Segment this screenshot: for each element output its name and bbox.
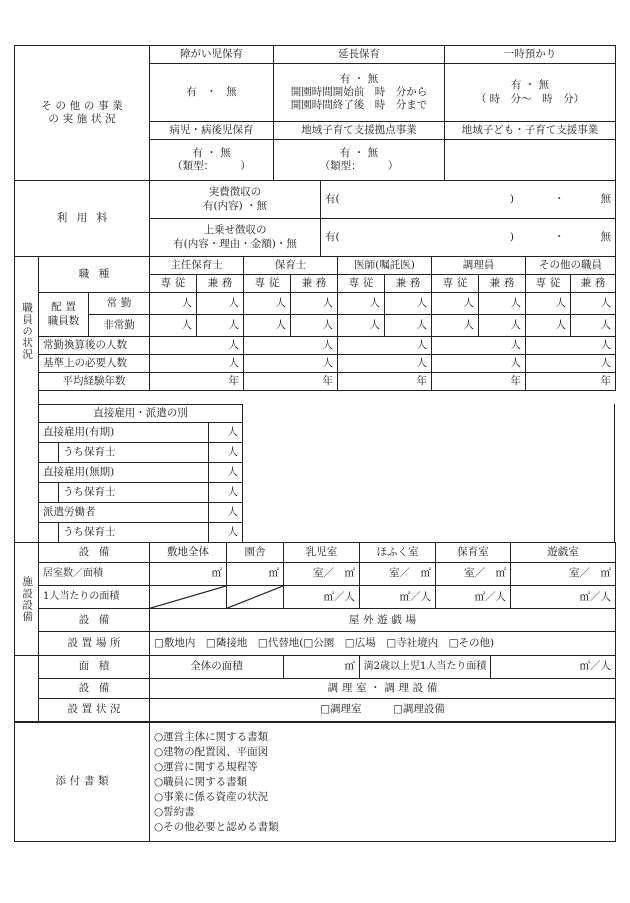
count-cell[interactable]: 人 <box>526 293 571 315</box>
non-regular-label: 非常勤 <box>89 315 150 337</box>
equipment-label: 設備 <box>39 543 150 563</box>
count-cell[interactable]: 人 <box>571 315 616 337</box>
count-cell[interactable]: 人 <box>209 463 243 483</box>
na-cell <box>227 586 284 609</box>
job-doctor: 医師(嘱託医) <box>338 257 432 275</box>
count-cell[interactable]: 人 <box>385 293 432 315</box>
spacer <box>39 391 616 405</box>
attachment-item[interactable]: ○建物の配置図、平面図 <box>154 745 269 758</box>
indent <box>39 523 59 543</box>
count-cell[interactable]: 人 <box>338 315 385 337</box>
attachment-item[interactable]: ○誓約書 <box>154 805 195 818</box>
attachments-list <box>150 723 616 842</box>
count-cell[interactable]: 人 <box>385 315 432 337</box>
employment-table <box>14 404 243 543</box>
part-duty-header: 兼務 <box>571 275 616 293</box>
community-support-label: 地域子ども・子育て支援事業 <box>445 122 616 140</box>
community-support-value[interactable] <box>445 140 616 181</box>
part-duty-header: 兼務 <box>385 275 432 293</box>
count-cell[interactable]: 人 <box>291 293 338 315</box>
count-cell[interactable]: 人 <box>244 293 291 315</box>
per-person-cell[interactable]: ㎡／人 <box>284 586 360 609</box>
col-crawling-room: ほふく室 <box>360 543 436 563</box>
equipment-label: 設備 <box>39 678 150 698</box>
sick-care-label: 病児・病後児保育 <box>150 122 274 140</box>
local-support-label: 地域子育て支援拠点事業 <box>274 122 445 140</box>
converted-count-label: 常勤換算後の人数 <box>39 337 150 355</box>
temporary-care-label: 一時預かり <box>445 46 616 64</box>
count-cell[interactable]: 人 <box>571 293 616 315</box>
employment-title: 直接雇用・派遣の別 <box>39 405 243 423</box>
count-cell[interactable]: 人 <box>432 355 526 373</box>
job-type-label: 職種 <box>39 257 150 293</box>
count-cell[interactable]: 人 <box>526 315 571 337</box>
disabled-care-value[interactable]: 有 ・ 無 <box>150 64 274 122</box>
area-cell[interactable]: ㎡ <box>227 562 284 585</box>
staff-right-border <box>614 404 615 542</box>
placement-label: 配置 職員数 <box>39 293 89 337</box>
job-chief-nurse: 主任保育士 <box>150 257 244 275</box>
kitchen-label: 調理室・調理設備 <box>150 678 616 698</box>
direct-indefinite-label: 直接雇用(無期) <box>39 463 209 483</box>
location-label: 設置場所 <box>39 632 150 655</box>
full-time-header: 専従 <box>244 275 291 293</box>
attachment-item[interactable]: ○運営主体に関する書類 <box>154 730 269 743</box>
count-cell[interactable]: 人 <box>526 337 616 355</box>
na-cell <box>150 586 227 609</box>
job-other: その他の職員 <box>526 257 616 275</box>
part-duty-header: 兼務 <box>291 275 338 293</box>
equipment-label: 設備 <box>39 609 150 632</box>
outdoor-play-label: 屋外遊戯場 <box>150 609 616 632</box>
count-cell[interactable]: 人 <box>197 293 244 315</box>
kitchen-options[interactable]: □調理室 □調理設備 <box>150 698 616 721</box>
attachment-item[interactable]: ○事業に係る資産の状況 <box>154 790 269 803</box>
years-cell[interactable]: 年 <box>526 373 616 391</box>
col-play-room: 遊戯室 <box>511 543 616 563</box>
staff-heading: 職員の状況 <box>15 257 39 405</box>
temporary-care-cell[interactable] <box>445 64 616 122</box>
location-options[interactable]: □敷地内 □隣接地 □代替地(□公園 □広場 □寺社境内 □その他) <box>150 632 616 655</box>
other-business-heading: その他の事業 の実施状況 <box>15 46 150 181</box>
indent <box>39 443 59 463</box>
job-cook: 調理員 <box>432 257 526 275</box>
local-support-cell[interactable] <box>274 140 445 181</box>
sick-care-type: （類型： ） <box>172 160 251 172</box>
over2-area-label: 満2歳以上児1人当たり面積 <box>360 655 491 678</box>
count-cell[interactable]: 人 <box>209 483 243 503</box>
rooms-area-cell[interactable]: 室／ ㎡ <box>284 562 360 585</box>
attachments-heading: 添付書類 <box>15 723 150 842</box>
attachment-item[interactable]: ○その他必要と認める書類 <box>154 820 279 833</box>
count-cell[interactable]: 人 <box>432 315 479 337</box>
diagonal-slash <box>227 586 283 608</box>
temporary-care-value: 有 ・ 無 <box>510 79 550 92</box>
actual-fee-label: 実費徴収の 有(内容) ・無 <box>150 181 321 219</box>
diagonal-slash <box>150 586 226 608</box>
avg-experience-label: 平均経験年数 <box>39 373 150 391</box>
of-which-nurse-label: うち保育士 <box>59 483 209 503</box>
count-cell[interactable]: 人 <box>338 337 432 355</box>
staff-heading-continued <box>15 405 39 543</box>
years-cell[interactable]: 年 <box>338 373 432 391</box>
col-site: 敷地全体 <box>150 543 227 563</box>
rooms-area-cell[interactable]: 室／ ㎡ <box>511 562 616 585</box>
col-nursery-room: 保育室 <box>436 543 511 563</box>
count-cell[interactable]: 人 <box>432 337 526 355</box>
count-cell[interactable]: 人 <box>150 293 197 315</box>
count-cell[interactable]: 人 <box>150 337 244 355</box>
facility-heading: 施設設備 <box>15 543 39 656</box>
total-area-cell[interactable]: ㎡ <box>284 655 360 678</box>
rooms-area-cell[interactable]: 室／ ㎡ <box>360 562 436 585</box>
of-which-nurse-label: うち保育士 <box>59 523 209 543</box>
install-status-label: 設置状況 <box>39 698 150 721</box>
count-cell[interactable]: 人 <box>209 503 243 523</box>
count-cell[interactable]: 人 <box>479 315 526 337</box>
full-time-header: 専従 <box>432 275 479 293</box>
count-cell[interactable]: 人 <box>432 293 479 315</box>
sick-care-cell[interactable] <box>150 140 274 181</box>
extended-care-value: 有 ・ 無 <box>339 72 379 85</box>
direct-fixed-label: 直接雇用(有期) <box>39 423 209 443</box>
count-cell[interactable]: 人 <box>338 293 385 315</box>
job-nurse: 保育士 <box>244 257 338 275</box>
attachment-item[interactable]: ○職員に関する書類 <box>154 775 248 788</box>
extra-fee-label: 上乗せ徴収の 有(内容・理由・金額)・無 <box>150 219 321 257</box>
per-person-cell[interactable]: ㎡／人 <box>360 586 436 609</box>
extended-care-label: 延長保育 <box>274 46 445 64</box>
per-person-area-label: 1人当たりの面積 <box>39 586 150 609</box>
years-cell[interactable]: 年 <box>244 373 338 391</box>
count-cell[interactable]: 人 <box>150 355 244 373</box>
years-cell[interactable]: 年 <box>150 373 244 391</box>
count-cell[interactable]: 人 <box>526 355 616 373</box>
count-cell[interactable]: 人 <box>338 355 432 373</box>
disabled-care-label: 障がい児保育 <box>150 46 274 64</box>
local-support-type: （類型： ） <box>319 160 399 172</box>
regular-label: 常勤 <box>89 293 150 315</box>
count-cell[interactable]: 人 <box>244 337 338 355</box>
count-cell[interactable]: 人 <box>291 315 338 337</box>
total-area-label: 全体の面積 <box>150 655 284 678</box>
staff-table <box>14 256 616 405</box>
sick-care-value: 有 ・ 無 <box>192 146 231 159</box>
area-label: 面積 <box>39 655 150 678</box>
dispatched-label: 派遣労働者 <box>39 503 209 523</box>
years-cell[interactable]: 年 <box>432 373 526 391</box>
area-cell[interactable]: ㎡ <box>150 562 227 585</box>
fees-heading: 利用料 <box>15 181 150 257</box>
count-cell[interactable]: 人 <box>150 315 197 337</box>
per-person-cell[interactable]: ㎡／人 <box>436 586 511 609</box>
count-cell[interactable]: 人 <box>244 355 338 373</box>
facility-heading-continued <box>15 655 39 721</box>
count-cell[interactable]: 人 <box>209 423 243 443</box>
full-time-header: 専従 <box>338 275 385 293</box>
facility-table <box>14 542 616 722</box>
full-time-header: 専従 <box>150 275 197 293</box>
other-business-table <box>14 45 616 181</box>
extended-care-end: 開園時間終了後 時 分まで <box>290 99 428 112</box>
indent <box>39 483 59 503</box>
extended-care-start: 開園時間開始前 時 分から <box>290 85 428 98</box>
col-infant-room: 乳児室 <box>284 543 360 563</box>
actual-fee-value[interactable]: 有( ) ・ 無 <box>321 181 616 219</box>
count-cell[interactable]: 人 <box>209 523 243 543</box>
part-duty-header: 兼務 <box>197 275 244 293</box>
extra-fee-value[interactable]: 有( ) ・ 無 <box>321 219 616 257</box>
count-cell[interactable]: 人 <box>209 443 243 463</box>
count-cell[interactable]: 人 <box>197 315 244 337</box>
of-which-nurse-label: うち保育士 <box>59 443 209 463</box>
extended-care-cell[interactable] <box>274 64 445 122</box>
attachment-item[interactable]: ○運営に関する規程等 <box>154 760 258 773</box>
over2-area-cell[interactable]: ㎡／人 <box>491 655 616 678</box>
count-cell[interactable]: 人 <box>244 315 291 337</box>
required-count-label: 基準上の必要人数 <box>39 355 150 373</box>
rooms-area-label: 居室数／面積 <box>39 562 150 585</box>
full-time-header: 専従 <box>526 275 571 293</box>
temporary-care-time: （ 時 分〜 時 分） <box>475 92 585 105</box>
rooms-area-cell[interactable]: 室／ ㎡ <box>436 562 511 585</box>
local-support-value: 有 ・ 無 <box>339 146 379 159</box>
fees-table <box>14 180 616 257</box>
col-building: 園舎 <box>227 543 284 563</box>
per-person-cell[interactable]: ㎡／人 <box>511 586 616 609</box>
count-cell[interactable]: 人 <box>479 293 526 315</box>
part-duty-header: 兼務 <box>479 275 526 293</box>
attachments-table <box>14 722 616 842</box>
